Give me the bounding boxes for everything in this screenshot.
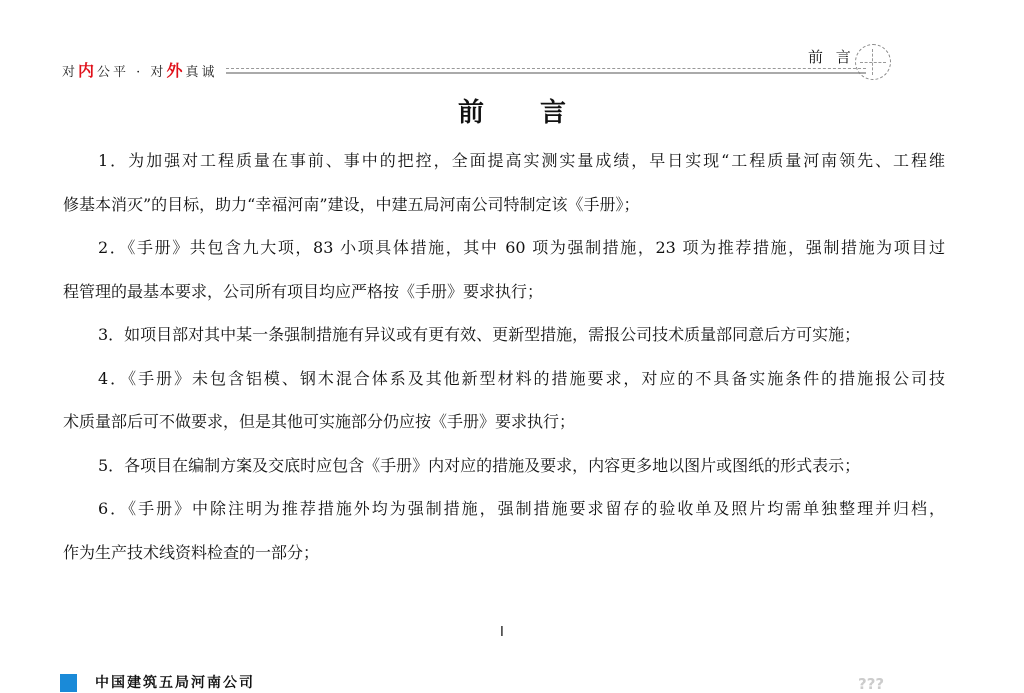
paragraph-line: 程管理的最基本要求，公司所有项目均应严格按《手册》要求执行； bbox=[63, 281, 544, 301]
page-title: 前言 bbox=[457, 98, 622, 128]
header-rule bbox=[226, 68, 866, 74]
paragraph-line: 术质量部后可不做要求，但是其他可实施部分仍应按《手册》要求执行； bbox=[63, 412, 576, 431]
slogan-part: 外 bbox=[166, 61, 186, 80]
section-label: 前 言 bbox=[808, 48, 855, 66]
slogan-part: 公平 · 对 bbox=[97, 65, 167, 80]
paragraph-line: 4．《手册》未包含铝模、钢木混合体系及其他新型材料的措施要求，对应的不具备实施条件的措施报公司技 bbox=[98, 368, 945, 388]
company-name: 中国建筑五局河南公司 bbox=[95, 675, 255, 691]
paragraph-line: 修基本消灭”的目标，助力“幸福河南”建设，中建五局河南公司特制定该《手册》； bbox=[63, 194, 640, 214]
paragraph-line: 作为生产技术线资料检查的一部分； bbox=[63, 542, 320, 562]
paragraph-line: 1．为加强对工程质量在事前、事中的把控，全面提高实测实量成绩，早日实现“工程质量河南领先、工程维 bbox=[98, 151, 945, 170]
paragraph-line: 6．《手册》中除注明为推荐措施外均为强制措施，强制措施要求留存的验收单及照片均需单独整理并归档， bbox=[98, 499, 945, 518]
paragraph-line: 5．各项目在编制方案及交底时应包含《手册》内对应的措施及要求，内容更多地以图片或图纸的形式表示； bbox=[98, 455, 861, 475]
document-body bbox=[63, 146, 945, 581]
slogan-part: 对 bbox=[62, 65, 79, 80]
slogan-part: 真诚 bbox=[185, 65, 218, 80]
paragraph-line: 3．如项目部对其中某一条强制措施有异议或有更有效、更新型措施，需报公司技术质量部同意后方可实施； bbox=[98, 325, 861, 344]
paragraph-line: 2．《手册》共包含九大项，83 小项具体措施，其中 60 项为强制措施，23 项为推荐措施，强制措施为项目过 bbox=[98, 238, 945, 257]
crosshair-circle-icon bbox=[855, 44, 891, 80]
company-logo-icon bbox=[60, 674, 77, 692]
header-slogan bbox=[62, 58, 217, 81]
watermark: ??? bbox=[858, 675, 885, 693]
slogan-part: 内 bbox=[78, 61, 98, 80]
page-number: I bbox=[500, 625, 504, 640]
